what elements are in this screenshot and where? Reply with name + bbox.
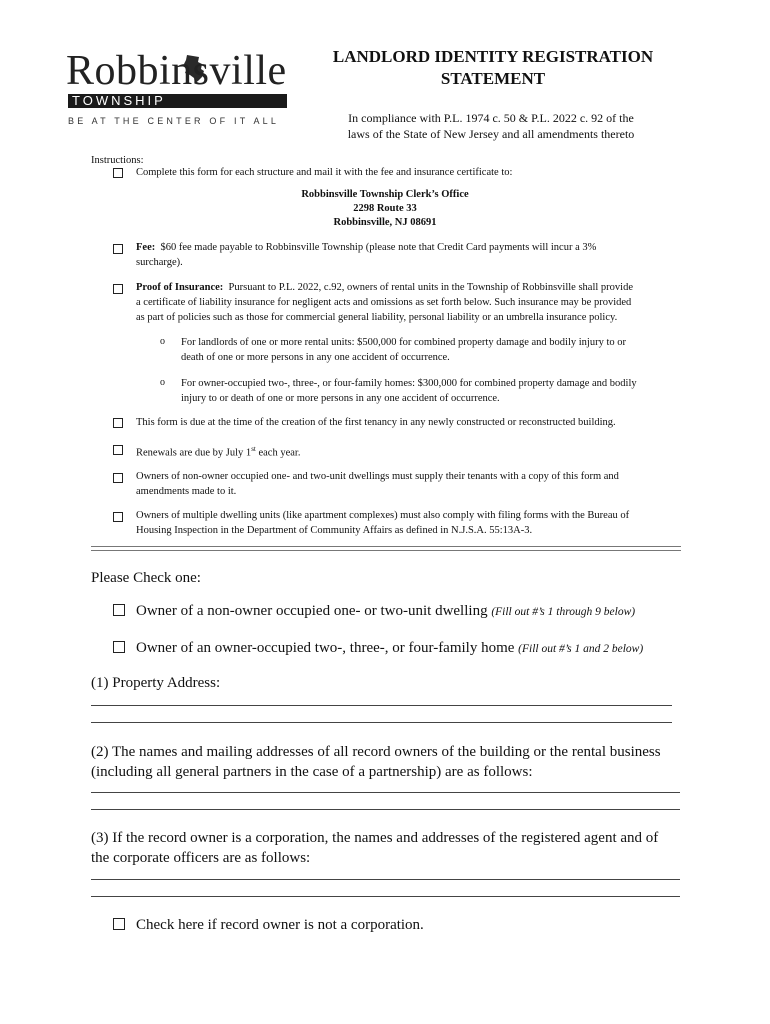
insurance-text-2: a certificate of liability insurance for negligent acts and omissions as set forth below. Such insurance may be provided [136,297,632,308]
property-address-line-1[interactable] [91,705,672,706]
not-corporation-checkbox[interactable] [113,918,125,930]
instruction-complete-form: Complete this form for each structure and mail it with the fee and insurance certificate to: [136,167,513,178]
option-owner-occupied [136,638,643,659]
logo-wordmark: Robbinsville [66,48,287,94]
q2-record-owners [91,742,661,782]
option-non-owner [136,601,635,622]
fee-label: Fee: [136,242,156,253]
logo-township: TOWNSHIP [72,93,166,108]
check-one-heading: Please Check one: [91,570,201,586]
compliance-line-1: In compliance with P.L. 1974 c. 50 & P.L. 2022 c. 92 of the [348,111,634,125]
clerk-address [200,188,570,230]
q3-line-2: the corporate officers are as follows: [91,850,311,866]
instruction-checkbox-owners [113,473,123,483]
property-address-line-2[interactable] [91,722,672,723]
insurance-label: Proof of Insurance: [136,282,224,293]
logo-tagline: BE AT THE CENTER OF IT ALL [68,116,280,126]
compliance-statement [326,110,656,142]
renewal-sup: st [251,445,256,453]
instruction-checkbox-insurance [113,284,123,294]
instructions-heading: Instructions: [91,155,144,166]
corporation-line-2[interactable] [91,896,680,897]
title-line-1: LANDLORD IDENTITY REGISTRATION [332,47,654,66]
due-instruction: This form is due at the time of the creation of the first tenancy in any newly constructed or reconstructed building. [136,417,616,428]
fee-text-1: $60 fee made payable to Robbinsville Township (please note that Credit Card payments will incur a 3% [160,242,597,253]
q2-line-1: (2) The names and mailing addresses of all record owners of the building or the rental business [91,744,661,760]
insurance-text-1: Pursuant to P.L. 2022, c.92, owners of rental units in the Township of Robbinsville shall provide [228,282,634,293]
instruction-checkbox-due [113,418,123,428]
renewal-instruction [136,442,300,461]
title-line-2: STATEMENT [440,69,546,88]
not-corporation-label: Check here if record owner is not a corporation. [136,917,424,933]
owners-line-2: amendments made to it. [136,486,237,497]
sub-bullet-2: o [160,377,165,388]
instruction-checkbox-fee [113,244,123,254]
sub1-line-1: For landlords of one or more rental units: $500,000 for combined property damage and bodily injury to or [181,337,626,348]
record-owners-line-2[interactable] [91,809,680,810]
q3-line-1: (3) If the record owner is a corporation, the names and addresses of the registered agent and of [91,830,659,846]
q2-line-2: (including all general partners in the case of a partnership) are as follows: [91,764,533,780]
option-non-owner-note: (Fill out #’s 1 through 9 below) [491,606,636,618]
owners-instruction [136,469,619,499]
sub-bullet-1: o [160,336,165,347]
record-owners-line-1[interactable] [91,792,680,793]
q1-property-address: (1) Property Address: [91,675,221,691]
sub1-line-2: death of one or more persons in any one accident of occurrence. [181,352,450,363]
section-divider [91,546,681,551]
insurance-instruction [136,280,696,325]
address-line-2: 2298 Route 33 [353,203,417,214]
instruction-checkbox-multi [113,512,123,522]
option-owner-occupied-label: Owner of an owner-occupied two-, three-, or four-family home [136,640,515,656]
fee-text-2: surcharge). [136,257,183,268]
instruction-checkbox-1 [113,168,123,178]
compliance-line-2: laws of the State of New Jersey and all amendments thereto [347,127,635,141]
insurance-text-3: as part of policies such as those for commercial general liability, personal liability or an umbrella insurance policy. [136,312,618,323]
sub2-line-2: injury to or death of one or more persons in any one accident of occurrence. [181,393,500,404]
insurance-sub-2 [181,376,681,406]
fee-instruction [136,240,696,270]
renewal-pre: Renewals are due by July 1 [136,447,252,459]
option-non-owner-checkbox[interactable] [113,604,125,616]
q3-corporation [91,828,658,868]
sub2-line-1: For owner-occupied two-, three-, or four-family homes: $300,000 for combined property damage and bodily [181,378,637,389]
multi-line-2: Housing Inspection in the Department of Community Affairs as defined in N.J.S.A. 55:13A-3. [136,525,533,536]
insurance-sub-1 [181,335,681,365]
page-title [318,46,668,90]
renewal-post: each year. [255,447,301,459]
township-logo [66,50,292,132]
option-owner-occupied-note: (Fill out #’s 1 and 2 below) [518,643,644,655]
address-line-3: Robbinsville, NJ 08691 [333,217,437,228]
option-owner-occupied-checkbox[interactable] [113,641,125,653]
owners-line-1: Owners of non-owner occupied one- and two-unit dwellings must supply their tenants with a copy of this form and [136,471,619,482]
multi-unit-instruction [136,508,629,538]
multi-line-1: Owners of multiple dwelling units (like apartment complexes) must also comply with filing forms with the Bureau of [136,510,630,521]
instruction-checkbox-renewal [113,445,123,455]
address-line-1: Robbinsville Township Clerk’s Office [301,189,469,200]
corporation-line-1[interactable] [91,879,680,880]
option-non-owner-label: Owner of a non-owner occupied one- or two-unit dwelling [136,603,488,619]
